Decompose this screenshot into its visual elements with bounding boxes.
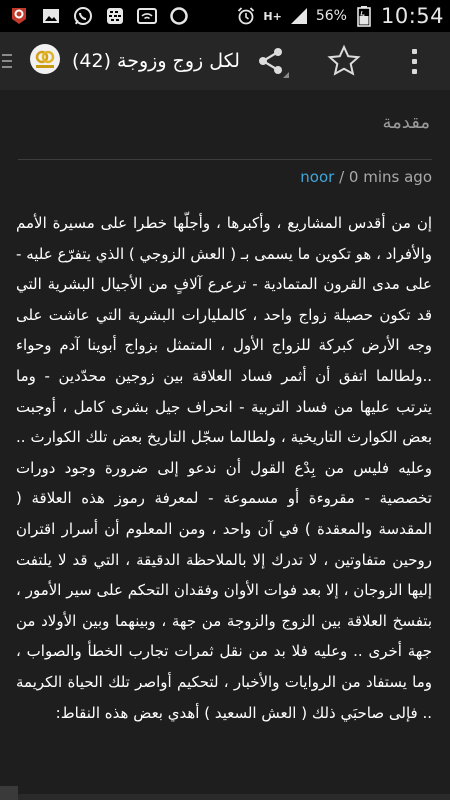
- overflow-menu-icon[interactable]: [405, 46, 423, 76]
- whatsapp-icon: [72, 5, 94, 27]
- app-logo[interactable]: [30, 44, 60, 74]
- star-icon[interactable]: [327, 44, 361, 78]
- wifi-icon: [136, 5, 158, 27]
- battery-percent: 56%: [315, 8, 347, 24]
- gallery-icon: [40, 5, 62, 27]
- network-type: H+: [263, 9, 282, 23]
- divider: [18, 159, 432, 160]
- status-bar-notifications: [0, 5, 190, 27]
- action-bar: [0, 32, 450, 90]
- post-meta: [300, 168, 432, 186]
- signal-icon: [288, 5, 310, 27]
- alarm-icon: [235, 5, 257, 27]
- drawer-menu-icon[interactable]: [0, 32, 16, 90]
- status-bar-system: [235, 4, 450, 28]
- status-bar: [0, 0, 450, 32]
- bbm-icon: [104, 5, 126, 27]
- share-icon[interactable]: [255, 46, 289, 78]
- author-link[interactable]: noor: [300, 168, 335, 186]
- scroll-indicator: [0, 786, 18, 800]
- page-title: لكل زوج وزوجة (42): [72, 50, 240, 72]
- bottom-edge: [0, 794, 450, 800]
- meta-separator: /: [334, 168, 349, 186]
- post-title: مقدمة: [382, 112, 430, 133]
- app-notification-icon: [8, 5, 30, 27]
- post-time: 0 mins ago: [348, 168, 432, 186]
- clock-time: 10:54: [380, 4, 444, 28]
- sync-circle-icon: [168, 5, 190, 27]
- post-body: إن من أقدس المشاريع ، وأكبرها ، وأجلّها خطرا على مسيرة الأمم والأفراد ، هو تكوين ما يسمى بـ ( العش الزوجي ) الذي يتفرّع عليه - على مدى القرون المتمادية - ترعرع آلافٍ من الأجيال البشرية التي قد تكون حصيلة زواج واحد ، كالمليارات البشرية التي عاشت على وجه الأرض كبركة للزواج الأول ، المتمثل بزواج أبوينا آدم وحواء ..ولطالما اتفق أن أثمر فساد العلاقة بين زوجين محدّدين - وما يترتب عليها من فساد التربية - انحراف جيل بشرى كامل ، أوجبت بعض الكوارث التاريخية ، ولطالما سجّل التاريخ بعض تلك الكوارث .. وعليه فليس من بِدْع القول أن ندعو إلى ضرورة وجود دورات تخصصية - مقروءة أو مسموعة - لمعرفة رموز هذه العلاقة ( المقدسة والمعقدة ) في آن واحد ، ومن المعلوم أن أسرار اقتران روحين متفاوتين ، لا تدرك إلا بالملاحظة الدقيقة ، التي قد لا يلتفت إليها الزوجان ، إلا بعد فوات الأوان وفقدان التحكم على سير الأمور ، بتفسخ العلاقة بين الزوج والزوجة من جهة ، وبينهما وبين الأولاد من جهة أخرى .. وعليه فلا بد من نقل ثمرات تجارب الخطأ والصواب ، وما يستفاد من الروايات والأخبار ، لتحكيم أواصر تلك الحياة الكريمة .. فإلى صاحبَي ذلك ( العش السعيد ) أهدي بعض هذه النقاط:: [16, 214, 432, 722]
- battery-icon: [353, 5, 375, 27]
